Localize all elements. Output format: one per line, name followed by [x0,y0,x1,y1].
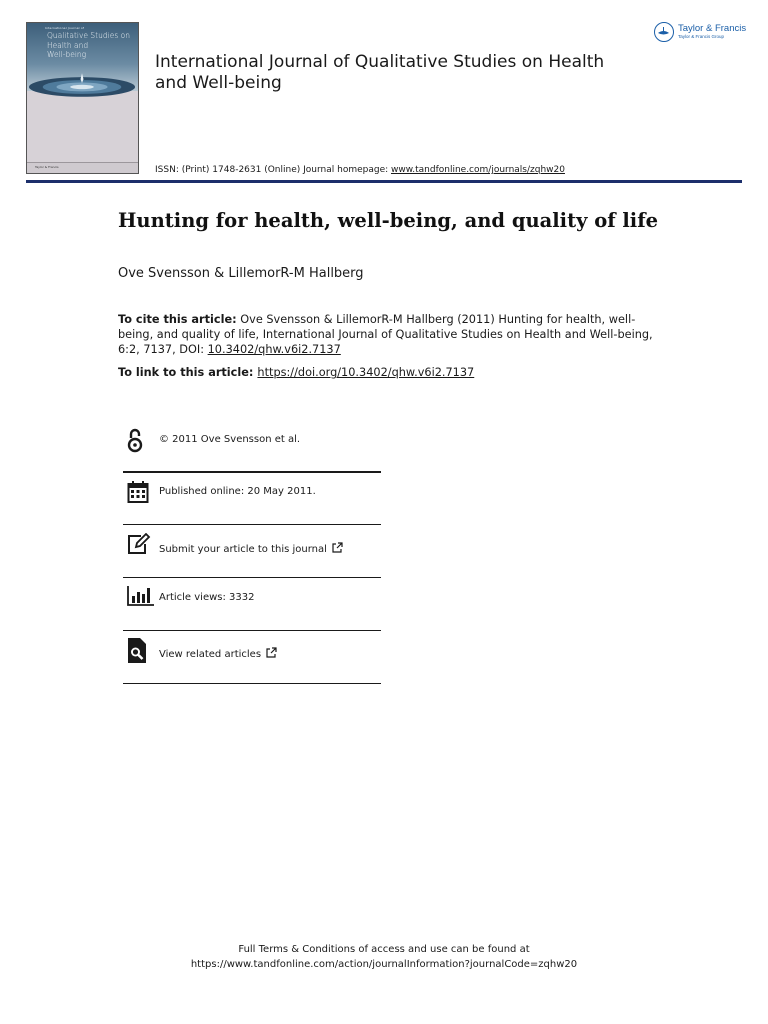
terms-line: Full Terms & Conditions of access and use can be found at [238,944,530,955]
cover-title-line: Qualitative Studies on [47,31,130,40]
publisher-logo[interactable] [654,22,746,46]
citation-text: Ove Svensson & LillemorR-M Hallberg (2011) Hunting for health, well-being, and quality of life, International Journal of Qualitative Studies on Health and Well-being, 6:2, 7137, DOI: [118,313,653,356]
cover-title-line: Well-being [47,50,87,59]
issn-text: ISSN: (Print) 1748-2631 (Online) Journal homepage: [155,165,391,175]
cover-title [47,31,137,60]
divider [123,630,381,631]
citation-label: To cite this article: [118,313,237,326]
bar-chart-icon [127,586,155,609]
cover-footer [27,162,138,173]
article-views-text: Article views: 3332 [159,592,255,603]
submit-article-label: Submit your article to this journal [159,544,327,555]
publisher-group: Taylor & Francis Group [678,34,725,39]
divider [123,577,381,578]
header-divider [26,180,742,183]
doi-link[interactable]: 10.3402/qhw.v6i2.7137 [207,343,341,356]
copyright-text: © 2011 Ove Svensson et al. [159,434,301,445]
published-online-text: Published online: 20 May 2011. [159,486,316,497]
submit-article-row[interactable] [123,533,381,565]
terms-url[interactable]: https://www.tandfonline.com/action/journalInformation?journalCode=zqhw20 [190,959,578,970]
article-link-block [118,366,474,379]
citation-block [118,312,658,357]
water-splash-graphic [27,71,138,99]
related-articles-link[interactable] [159,647,277,660]
journal-title: International Journal of Qualitative Studies on Health and Well-being [155,52,605,93]
article-views-row [123,586,381,618]
cover-intl-label: International Journal of [45,26,85,30]
terms-footer [0,942,768,972]
article-doi-url[interactable]: https://doi.org/10.3402/qhw.v6i2.7137 [257,366,475,379]
related-articles-label: View related articles [159,649,262,660]
publisher-name: Taylor & Francis [678,23,747,34]
journal-homepage-link[interactable]: www.tandfonline.com/journals/zqhw20 [391,165,565,175]
divider [123,471,381,473]
related-articles-row[interactable] [123,638,381,670]
related-articles-icon [127,638,147,667]
divider [123,524,381,525]
link-label: To link to this article: [118,366,254,379]
cover-publisher-logo: Taylor & Francis [35,165,59,169]
cover-title-line: Health and [47,40,89,50]
open-access-icon [127,428,143,457]
copyright-row [123,426,381,458]
published-row [123,480,381,512]
submit-article-link[interactable] [159,542,343,555]
article-title: Hunting for health, well-being, and quality of life [118,209,659,232]
journal-cover-image [26,22,139,174]
external-link-icon [266,647,277,658]
external-link-icon [332,542,343,553]
article-authors: Ove Svensson & LillemorR-M Hallberg [118,266,364,281]
calendar-icon [127,480,149,507]
edit-icon [127,533,151,558]
issn-line [155,165,565,175]
divider [123,683,381,684]
publisher-logo-icon [654,22,674,42]
